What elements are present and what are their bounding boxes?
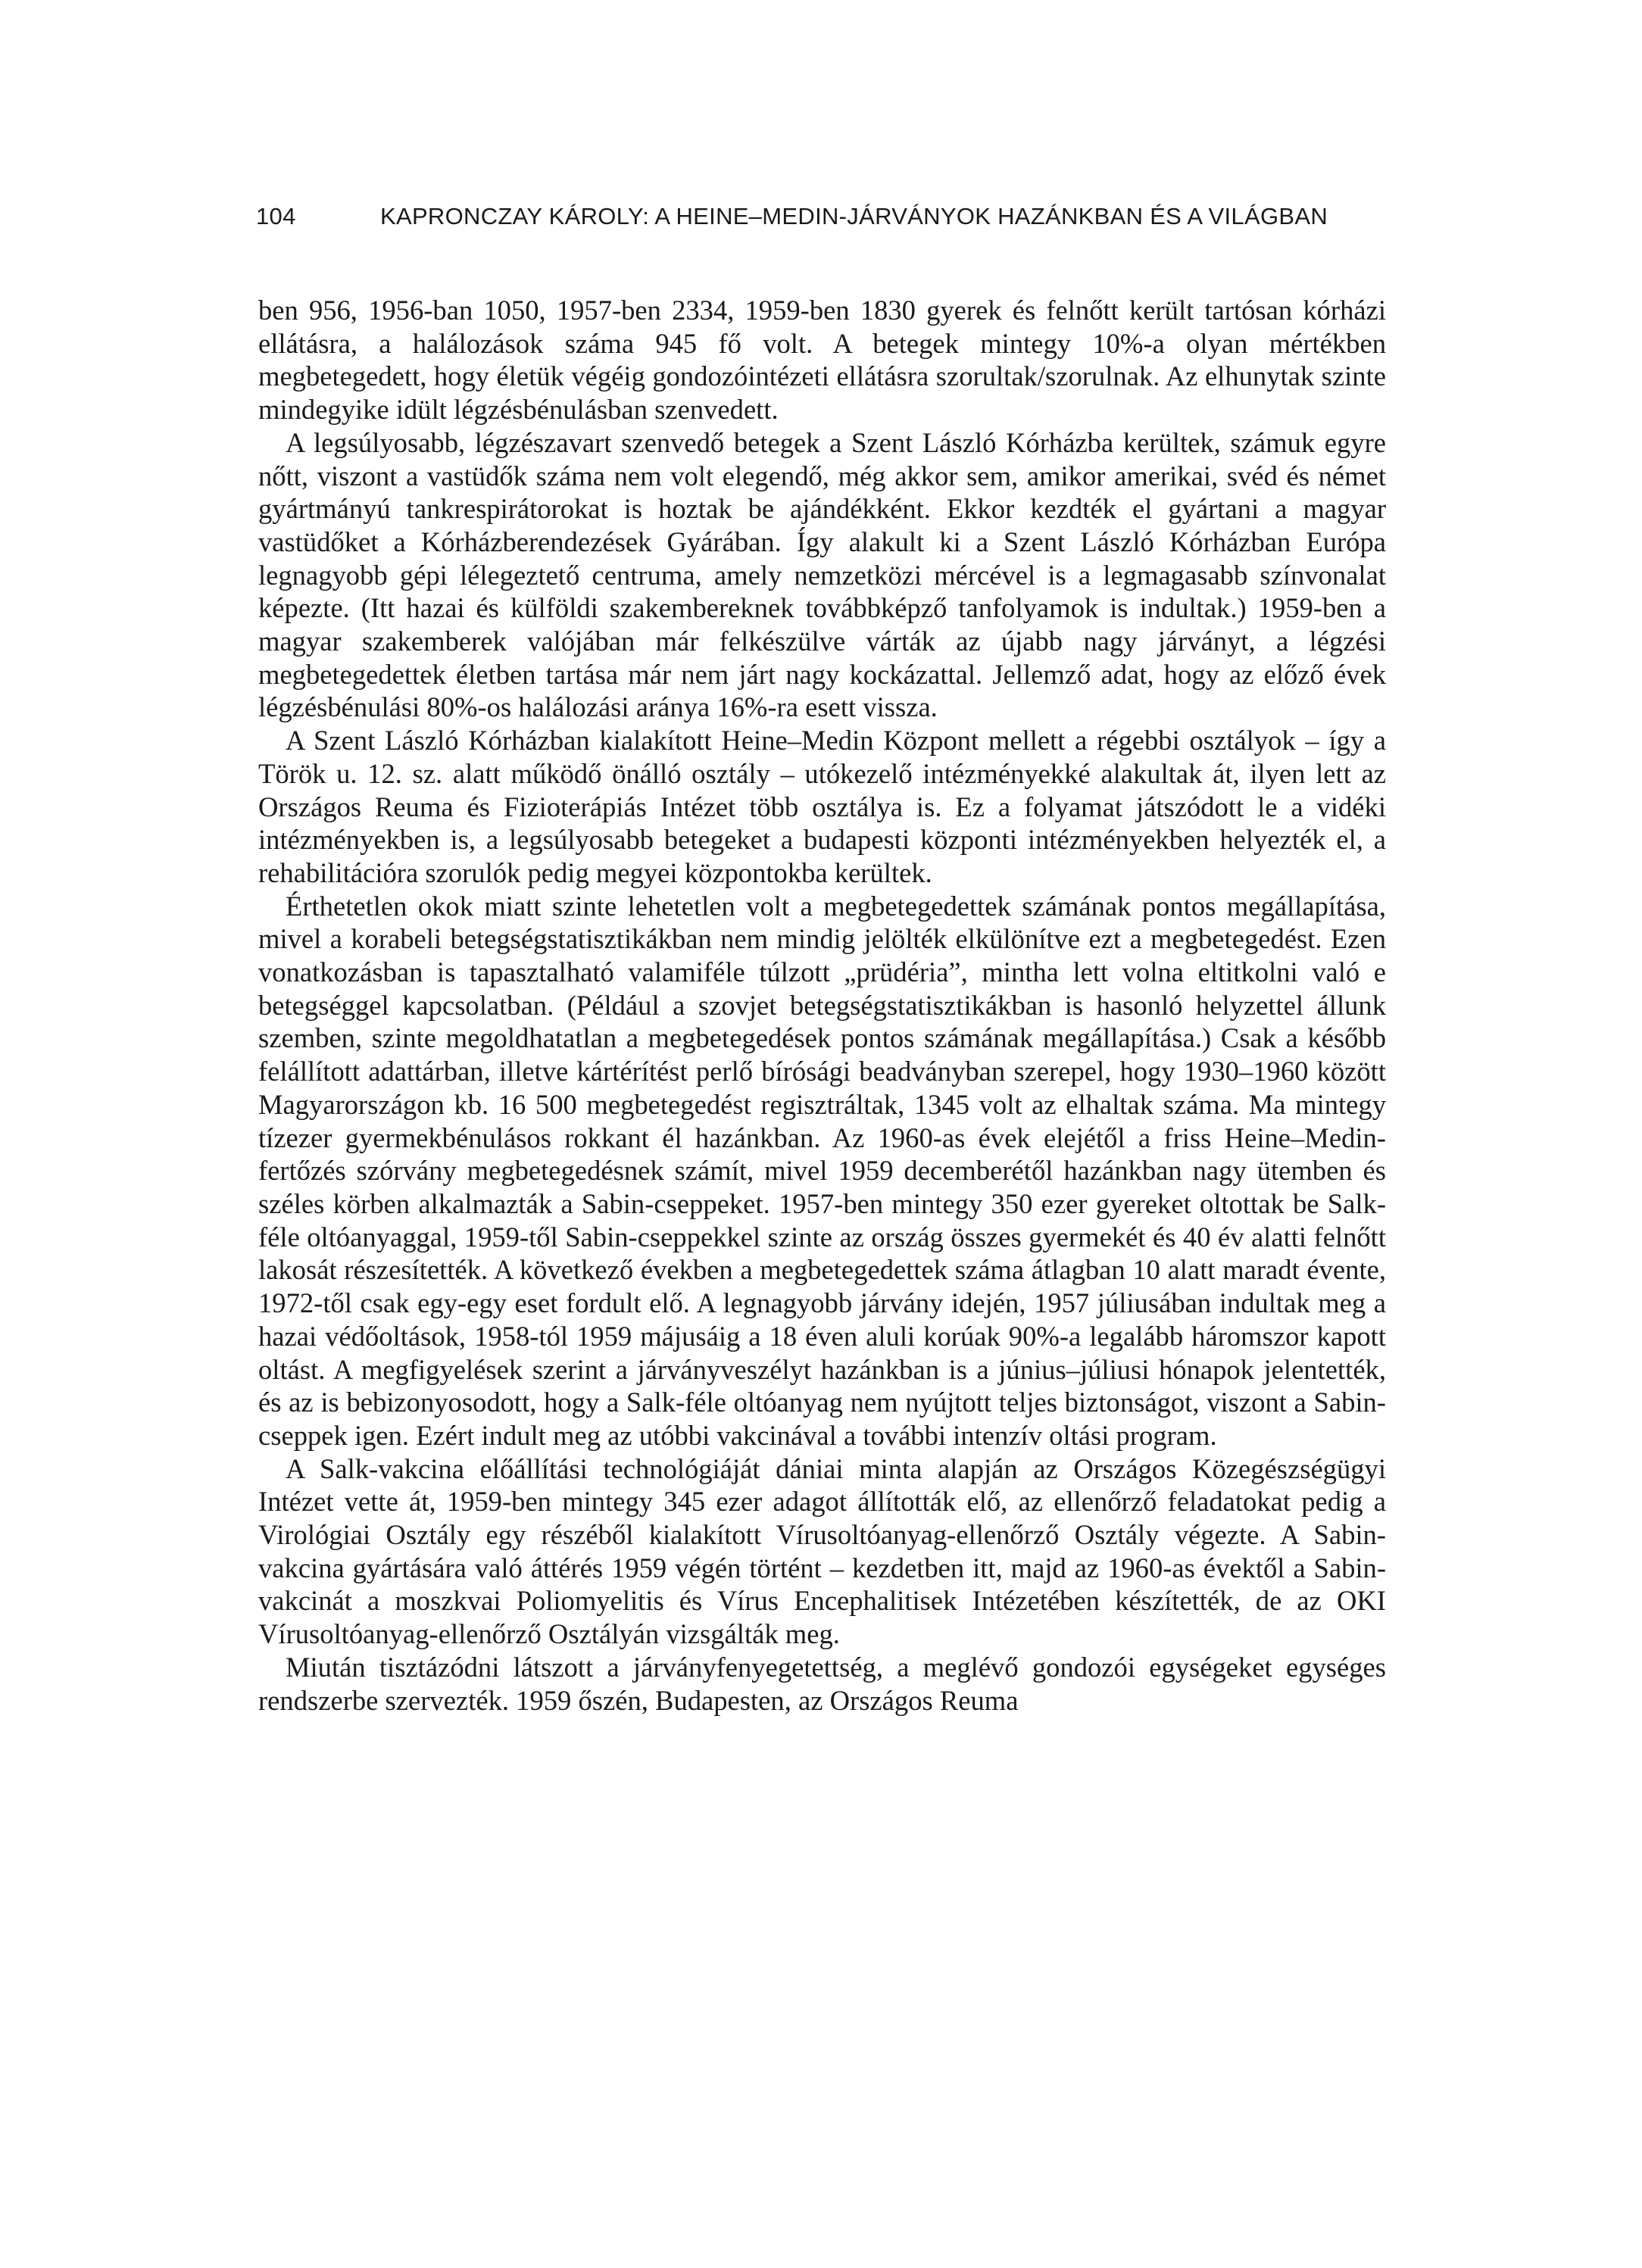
paragraph: A Szent László Kórházban kialakított Heine–Medin Központ mellett a régebbi osztályok – így a Török u. 12. sz. alatt működő önálló osztály – utókezelő intézményekké alakultak át, ilyen lett az Országos Reuma és Fizioterápiás Intézet több osztálya is. Ez a folyamat játszódott le a vidéki intézményekben is, a legsúlyosabb betegeket a budapesti központi intézményekben helyezték el, a rehabilitációra szorulók pedig megyei központokba kerültek. (258, 725, 1386, 888)
paragraph: Miután tisztázódni látszott a járványfenyegetettség, a meglévő gondozói egységeket egységes rendszerbe szervezték. 1959 őszén, Budapesten, az Országos Reuma (258, 1651, 1386, 1716)
body-text (258, 294, 1386, 1717)
paragraph: A legsúlyosabb, légzészavart szenvedő betegek a Szent László Kórházba kerültek, számuk egyre nőtt, viszont a vastüdők száma nem volt elegendő, még akkor sem, amikor amerikai, svéd és német gyártmányú tankrespirátorokat is hoztak be ajándékként. Ekkor kezdték el gyártani a magyar vastüdőket a Kórházberendezések Gyárában. Így alakult ki a Szent László Kórházban Európa legnagyobb gépi lélegeztető centruma, amely nemzetközi mércével is a legmagasabb színvonalat képezte. (Itt hazai és külföldi szakembereknek továbbképző tanfolyamok is indultak.) 1959-ben a magyar szakemberek valójában már felkészülve várták az újabb nagy járványt, a légzési megbetegedettek életben tartása már nem járt nagy kockázattal. Jellemző adat, hogy az előző évek légzésbénulási 80%-os halálozási aránya 16%-ra esett vissza. (258, 426, 1386, 723)
running-header (256, 203, 1392, 241)
running-title: KAPRONCZAY KÁROLY: A HEINE–MEDIN-JÁRVÁNYOK HAZÁNKBAN ÉS A VILÁGBAN (380, 203, 1328, 229)
paragraph: ben 956, 1956-ban 1050, 1957-ben 2334, 1959-ben 1830 gyerek és felnőtt került tartósan kórházi ellátásra, a halálozások száma 945 fő volt. A betegek mintegy 10%-a olyan mértékben megbetegedett, hogy életük végéig gondozóintézeti ellátásra szorultak/szorulnak. Az elhunytak szinte mindegyike idült légzésbénulásban szenvedett. (258, 295, 1386, 426)
paragraph: A Salk-vakcina előállítási technológiáját dániai minta alapján az Országos Közegészségügyi Intézet vette át, 1959-ben mintegy 345 ezer adagot állították elő, az ellenőrző feladatokat pedig a Virológiai Osztály egy részéből kialakított Vírusoltóanyag-ellenőrző Osztály végezte. A Sabin-vakcina gyártására való áttérés 1959 végén történt – kezdetben itt, majd az 1960-as évektől a Sabin-vakcinát a moszkvai Poliomyelitis és Vírus Encephalitisek Intézetében készítették, de az OKI Vírusoltóanyag-ellenőrző Osztályán vizsgálták meg. (258, 1452, 1386, 1650)
paragraph: Érthetetlen okok miatt szinte lehetetlen volt a megbetegedettek számának pontos megállapítása, mivel a korabeli betegségstatisztikákban nem mindig jelölték elkülönítve ezt a megbetegedést. Ezen vonatkozásban is tapasztalható valamiféle túlzott „prüdéria”, mintha lett volna eltitkolni való e betegséggel kapcsolatban. (Például a szovjet betegségstatisztikákban is hasonló helyzettel állunk szemben, szinte megoldhatatlan a megbetegedések pontos számának megállapítása.) Csak a később felállított adattárban, illetve kártérítést perlő bírósági beadványban szerepel, hogy 1930–1960 között Magyarországon kb. 16 500 megbetegedést regisztráltak, 1345 volt az elhaltak száma. Ma mintegy tízezer gyermekbénulásos rokkant él hazánkban. Az 1960-as évek elejétől a friss Heine–Medin-fertőzés szórvány megbetegedésnek számít, mivel 1959 decemberétől hazánkban nagy ütemben és széles körben alkalmazták a Sabin-cseppeket. 1957-ben mintegy 350 ezer gyereket oltottak be Salk-féle oltóanyaggal, 1959-től Sabin-cseppekkel szinte az ország összes gyermekét és 40 év alatti felnőtt lakosát részesítették. A következő években a megbetegedettek száma átlagban 10 alatt maradt évente, 1972-től csak egy-egy eset fordult elő. A legnagyobb járvány idején, 1957 júliusában indultak meg a hazai védőoltások, 1958-tól 1959 májusáig a 18 éven aluli korúak 90%-a legalább háromszor kapott oltást. A megfigyelések szerint a járványveszélyt hazánkban is a június–júliusi hónapok jelentették, és az is bebizonyosodott, hogy a Salk-féle oltóanyag nem nyújtott teljes biztonságot, viszont a Sabin-cseppek igen. Ezért indult meg az utóbbi vakcinával a további intenzív oltási program. (258, 890, 1386, 1451)
page-number: 104 (256, 203, 296, 229)
